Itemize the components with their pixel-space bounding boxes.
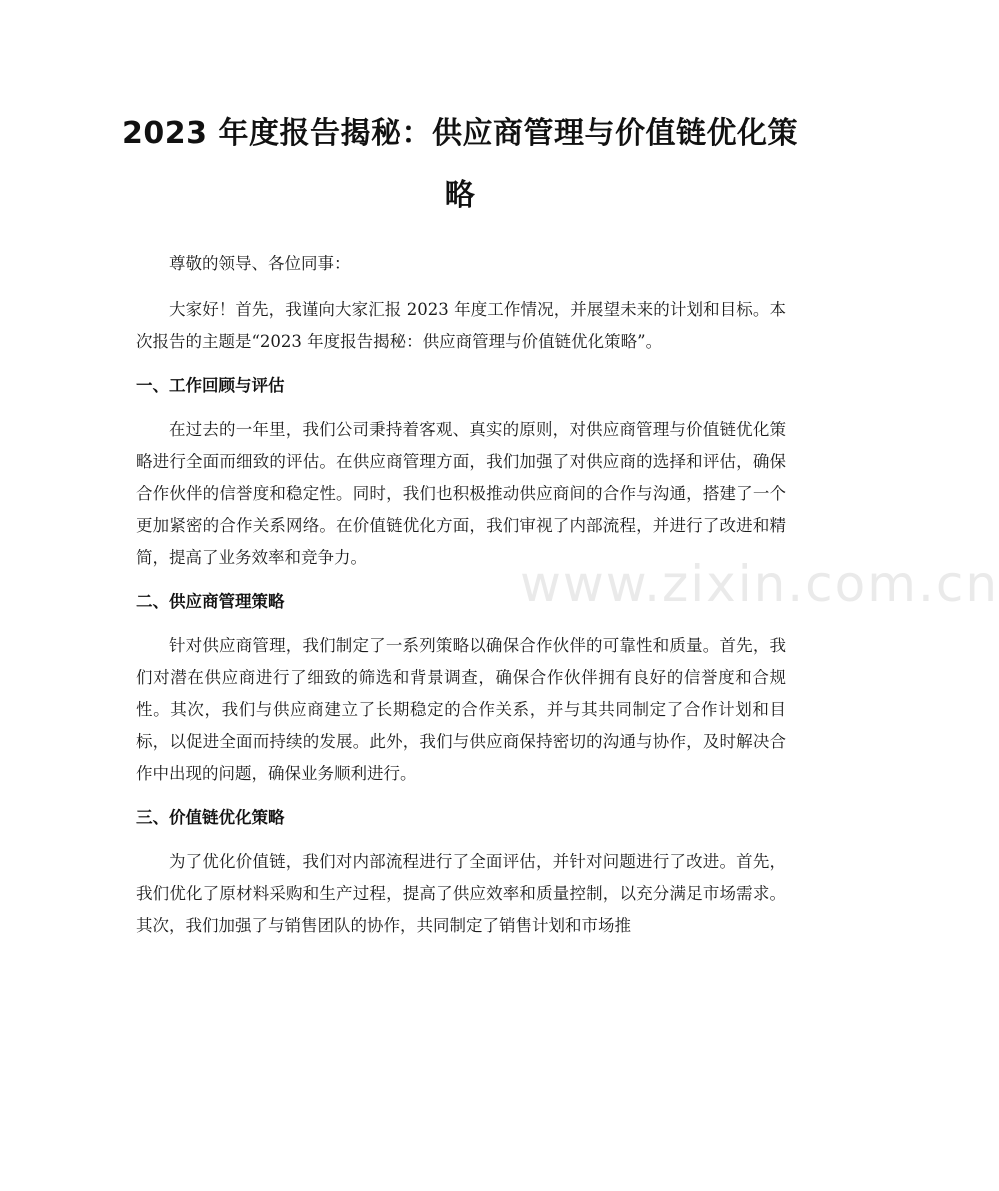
- section-body: 针对供应商管理，我们制定了一系列策略以确保合作伙伴的可靠性和质量。首先，我们对潜在供应商进行了细致的筛选和背景调查，确保合作伙伴拥有良好的信誉度和合规性。其次，我们与供应商建立了长期稳定的合作关系，并与其共同制定了合作计划和目标，以促进全面而持续的发展。此外，我们与供应商保持密切的沟通与协作，及时解决合作中出现的问题，确保业务顺利进行。: [136, 636, 786, 783]
- section-body: 在过去的一年里，我们公司秉持着客观、真实的原则，对供应商管理与价值链优化策略进行全面而细致的评估。在供应商管理方面，我们加强了对供应商的选择和评估，确保合作伙伴的信誉度和稳定性。同时，我们也积极推动供应商间的合作与沟通，搭建了一个更加紧密的合作关系网络。在价值链优化方面，我们审视了内部流程，并进行了改进和精简，提高了业务效率和竞争力。: [136, 420, 786, 567]
- section-1: [136, 370, 786, 574]
- section-heading: 三、价值链优化策略: [136, 808, 285, 827]
- section-heading: 二、供应商管理策略: [136, 592, 285, 611]
- document-content: [136, 248, 786, 942]
- section-2: [136, 586, 786, 790]
- document-title: 2023 年度报告揭秘：供应商管理与价值链优化策略: [122, 116, 798, 213]
- section-3: [136, 802, 786, 942]
- watermark: www.zixin.com.cn: [520, 555, 999, 613]
- section-heading: 一、工作回顾与评估: [136, 376, 285, 395]
- section-body: 为了优化价值链，我们对内部流程进行了全面评估，并针对问题进行了改进。首先，我们优化了原材料采购和生产过程，提高了供应效率和质量控制，以充分满足市场需求。其次，我们加强了与销售团队的协作，共同制定了销售计划和市场推: [136, 852, 786, 935]
- intro-paragraph: 大家好！首先，我谨向大家汇报 2023 年度工作情况，并展望未来的计划和目标。本次报告的主题是“2023 年度报告揭秘：供应商管理与价值链优化策略”。: [136, 300, 786, 351]
- salutation: 尊敬的领导、各位同事：: [169, 254, 351, 273]
